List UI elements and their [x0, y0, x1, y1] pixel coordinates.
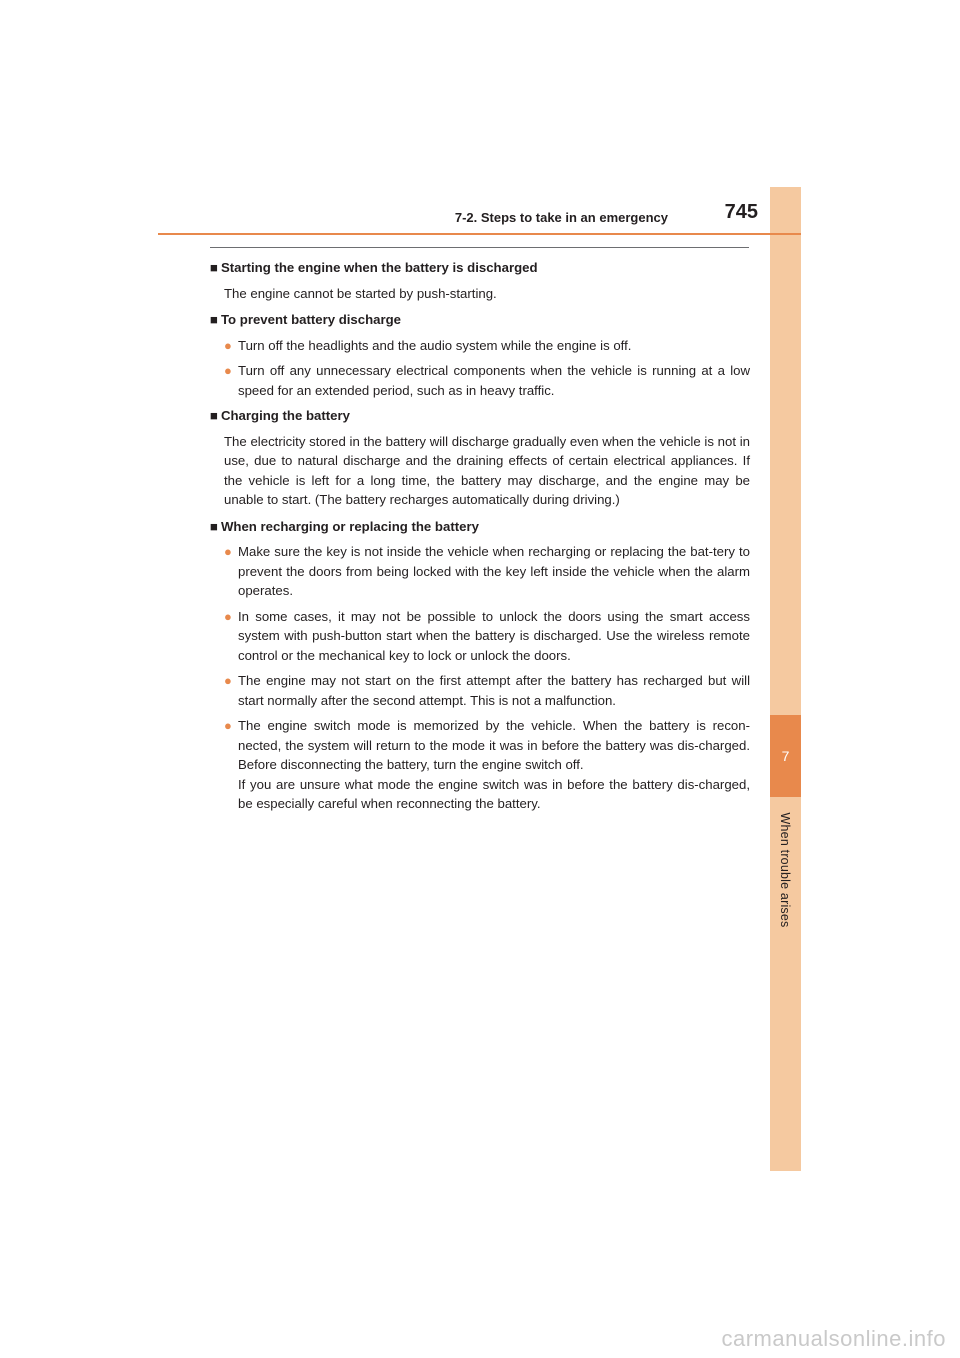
- section-heading: 7-2. Steps to take in an emergency: [454, 210, 668, 225]
- circle-bullet-icon: ●: [224, 544, 232, 559]
- circle-bullet-icon: ●: [224, 608, 232, 624]
- content-divider: [210, 247, 749, 248]
- chapter-number: 7: [781, 748, 790, 764]
- section-title-text: Starting the engine when the battery is discharged: [220, 260, 538, 275]
- list-item-text: Make sure the key is not inside the vehicle when recharging or replacing the bat-tery to prevent the doors from being locked with the key left inside the vehicle when the alarm operates.: [238, 544, 750, 598]
- list-item-text: [238, 716, 750, 814]
- circle-bullet-icon: ●: [224, 363, 232, 378]
- list-item: [224, 607, 750, 666]
- list-item: [224, 671, 750, 710]
- section-title-text: To prevent battery discharge: [220, 312, 402, 327]
- circle-bullet-icon: ●: [224, 673, 232, 688]
- circle-bullet-icon: ●: [224, 718, 232, 733]
- list-item-continuation: If you are unsure what mode the engine switch was in before the battery dis-charged, be especially careful when reconnecting the battery.: [238, 776, 750, 811]
- list-item-text: The engine may not start on the first attempt after the battery has recharged but will start normally after the second attempt. This is not a malfunction.: [238, 673, 750, 708]
- list-item: [224, 336, 750, 356]
- list-item-text: In some cases, it may not be possible to unlock the doors using the smart access system with push-button start when the battery is discharged. Use the wireless remote control or the mechanical key to lock or unlock the doors.: [238, 608, 750, 663]
- square-bullet-icon: ■: [210, 312, 218, 327]
- square-bullet-icon: ■: [210, 260, 218, 275]
- list-item: [224, 361, 750, 400]
- watermark: carmanualsonline.info: [721, 1326, 946, 1351]
- section-title: [210, 258, 750, 278]
- square-bullet-icon: ■: [210, 408, 218, 423]
- page-number: 745: [724, 201, 758, 223]
- list-item-text: Turn off the headlights and the audio system while the engine is off.: [238, 337, 632, 353]
- paragraph: The engine cannot be started by push-starting.: [224, 285, 497, 301]
- paragraph: The electricity stored in the battery will discharge gradually even when the vehicle is not in use, due to natural discharge and the draining effects of certain electrical appliances. If the vehicle is left for a long time, the battery may discharge, and the engine may be unable to start. (The battery recharges automatically during driving.): [224, 433, 750, 507]
- list-item-text: Turn off any unnecessary electrical components when the vehicle is running at a low speed for an extended period, such as in heavy traffic.: [238, 363, 750, 398]
- list-item: [224, 542, 750, 601]
- circle-bullet-icon: ●: [224, 337, 232, 353]
- list-item: [224, 716, 750, 814]
- chapter-number-tab[interactable]: [770, 715, 801, 797]
- list-item-text-part: The engine switch mode is memorized by the vehicle. When the battery is recon-nected, the system will return to the mode it was in before the battery was dis-charged. Before disconnecting the battery, turn the engine switch off.: [238, 718, 750, 772]
- section-title-text: Charging the battery: [220, 408, 350, 423]
- header-divider: [158, 233, 801, 235]
- section-title: [210, 310, 750, 330]
- side-tab: [770, 187, 801, 1171]
- page-content: [210, 258, 750, 820]
- chapter-label: When trouble arises: [778, 812, 792, 928]
- section-title: [210, 517, 750, 537]
- square-bullet-icon: ■: [210, 518, 218, 534]
- section-title-text: When recharging or replacing the battery: [220, 518, 479, 534]
- section-title: [210, 406, 750, 426]
